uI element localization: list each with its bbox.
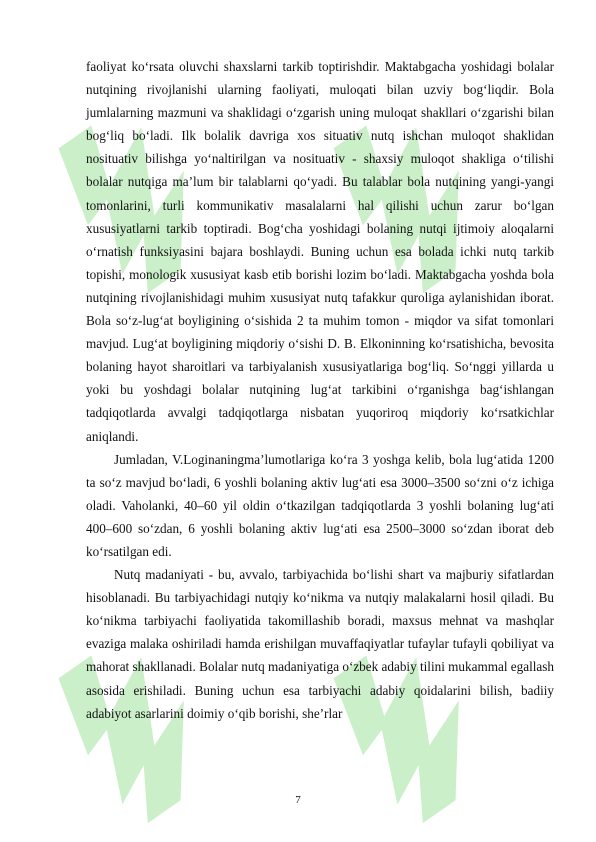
paragraph: Nutq madaniyati - bu, avvalo, tarbiyachida bo‘lishi shart va majburiy sifatlardan hisoblanadi. Bu tarbiyachidagi nutqiy ko‘nikma va nutqiy malakalarni hosil qiladi. Bu ko‘nikma tarbiyachi faoliyatida takomillashib boradi, maxsus mehnat va mashqlar evaziga malaka oshiriladi hamda erishilgan muvaffaqiyatlar tufaylar tufayli qobiliyat va mahorat shakllanadi. Bolalar nutq madaniyatiga o‘zbek adabiy tilini mukammal egallash asosida erishiladi. Buning uchun esa tarbiyachi adabiy qoidalarini bilish, badiiy adabiyot asarlarini doimiy o‘qib borishi, she’rlar (86, 567, 555, 721)
paragraph: faoliyat ko‘rsata oluvchi shaxslarni tarkib toptirishdir. Maktabgacha yoshidagi bolalar nutqining rivojlanishi ularning faoliyati, muloqati bilan uzviy bog‘liqdir. Bola jumlalarning mazmuni va shaklidagi o‘zgarish uning muloqat shakllari o‘zgarishi bilan bog‘liq bo‘ladi. Ilk bolalik davriga xos situativ nutq ishchan muloqot shaklidan nosituativ bilishga yo‘naltirilgan va nosituativ - shaxsiy muloqot shakliga o‘tilishi bolalar nutqiga ma’lum bir talablarni qo‘yadi. Bu talablar bola nutqining yangi-yangi tomonlarini, turli kommunikativ masalalarni hal qilishi uchun zarur bo‘lgan xususiyatlarni tarkib toptiradi. Bog‘cha yoshidagi bolaning nutqi ijtimoiy aloqalarni o‘rnatish funksiyasini bajara boshlaydi. Buning uchun esa bolada ichki nutq tarkib topishi, monologik xususiyat kasb etib borishi lozim bo‘ladi. Maktabgacha yoshda bola nutqining rivojlanishidagi muhim xususiyat nutq tafakkur quroliga aylanishidan iborat. Bola so‘z-lug‘at boyligining o‘sishida 2 ta muhim tomon - miqdor va sifat tomonlari mavjud. Lug‘at boyligining miqdoriy o‘sishi D. B. Elkoninning ko‘rsatishicha, bevosita bolaning hayot sharoitlari va tarbiyalanish xususiyatlariga bog‘liq. So‘nggi yillarda u yoki bu yoshdagi bolalar nutqining lug‘at tarkibini o‘rganishga bag‘ishlangan tadqiqotlarda avvalgi tadqiqotlarga nisbatan yuqoriroq miqdoriy ko‘rsatkichlar aniqlandi. (86, 59, 554, 444)
page-number: 7 (295, 794, 301, 806)
paragraph: Jumladan, V.Loginaningma’lumotlariga ko‘ra 3 yoshga kelib, bola lug‘atida 1200 ta so‘z mavjud bo‘ladi, 6 yoshli bolaning aktiv lug‘ati esa 3000–3500 so‘zni o‘z ichiga oladi. Vaholanki, 40–60 yil oldin o‘tkazilgan tadqiqotlarda 3 yoshli bolaning lug‘ati 400–600 so‘zdan, 6 yoshli bolaning aktiv lug‘ati esa 2500–3000 so‘zdan iborat deb ko‘rsatilgan edi. (86, 451, 554, 559)
body-text (86, 55, 554, 725)
